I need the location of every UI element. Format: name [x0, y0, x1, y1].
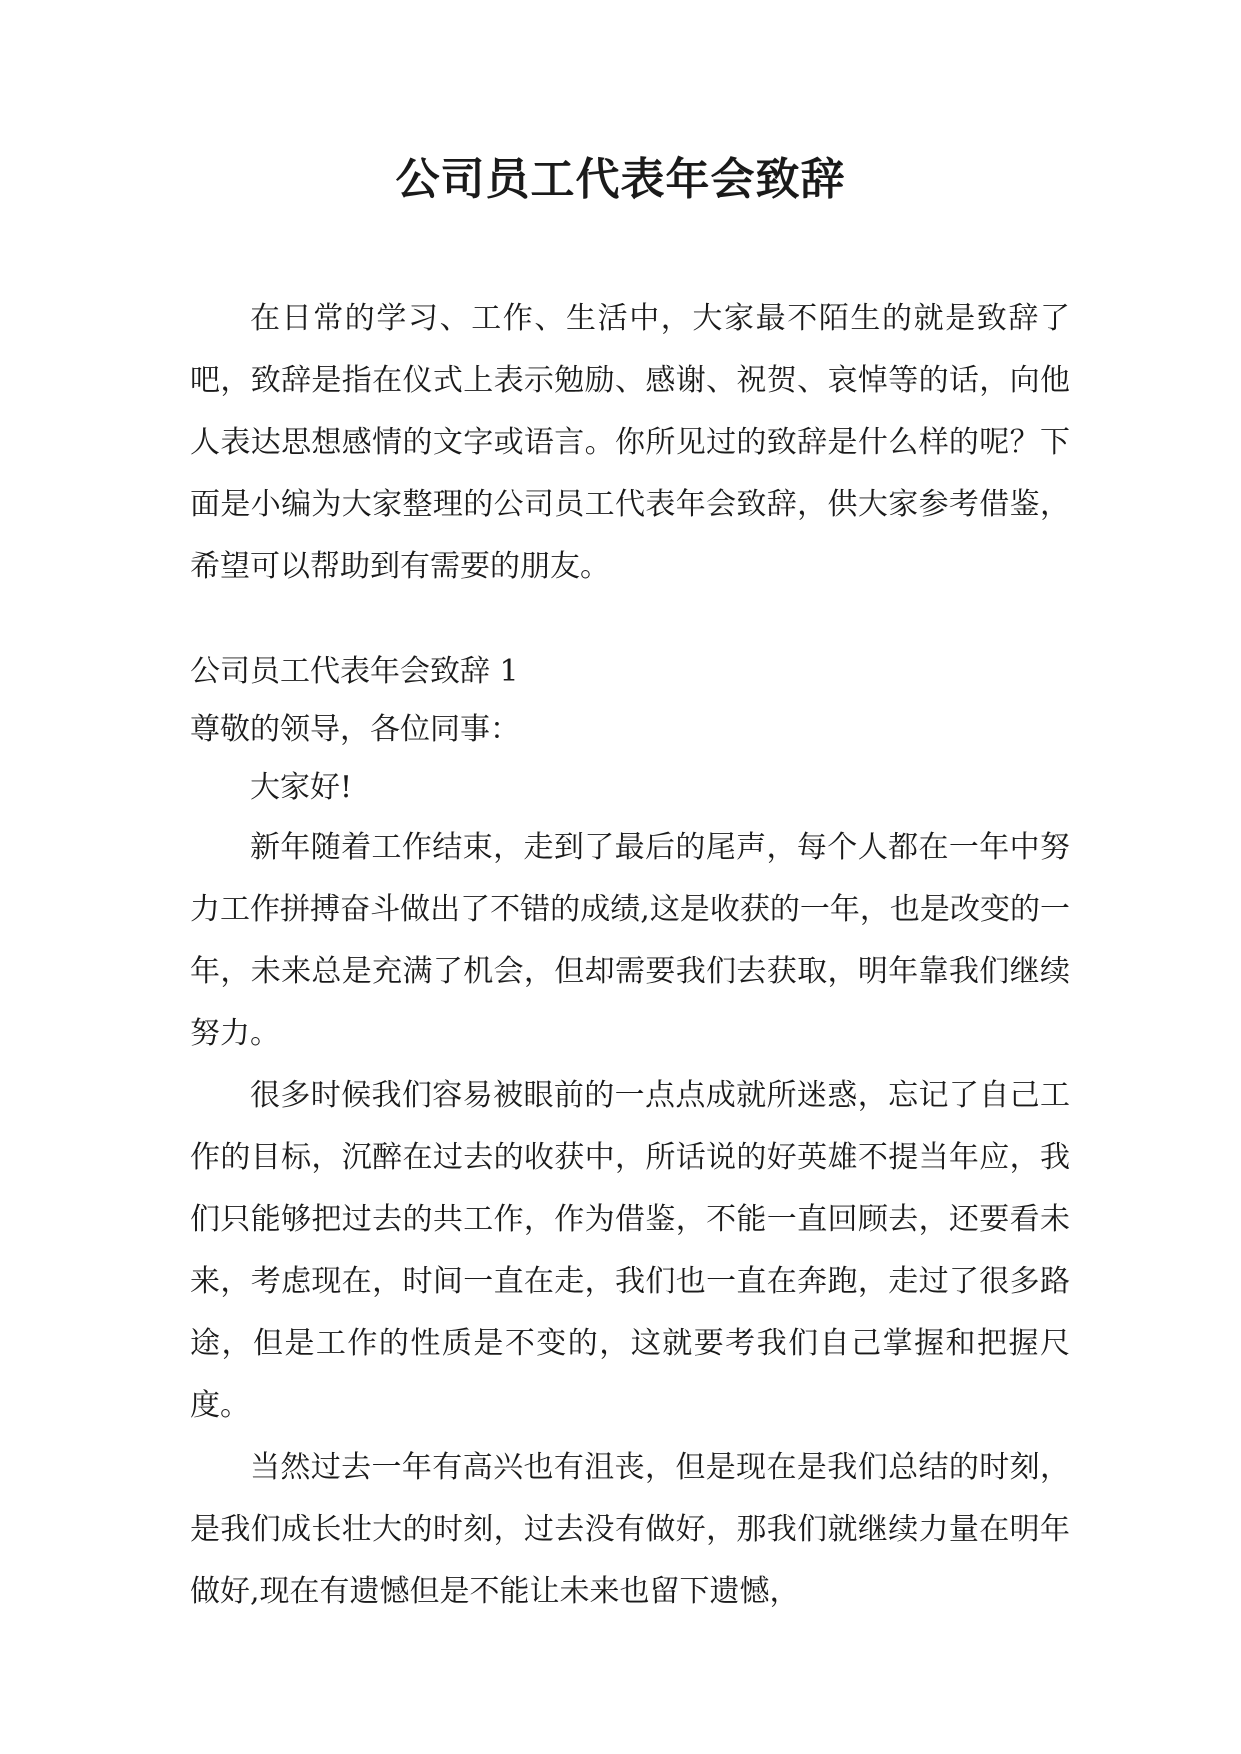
- section-heading: 公司员工代表年会致辞 1: [190, 654, 519, 689]
- greeting: 大家好!: [250, 770, 353, 805]
- salutation: 尊敬的领导，各位同事：: [190, 712, 520, 747]
- document-body: [190, 288, 1070, 1623]
- body-paragraph-2: 很多时候我们容易被眼前的一点点成就所迷惑，忘记了自己工作的目标，沉醉在过去的收获中，所话说的好英雄不提当年应，我们只能够把过去的共工作，作为借鉴，不能一直回顾去，还要看未来，考虑现在，时间一直在走，我们也一直在奔跑，走过了很多路途，但是工作的性质是不变的，这就要考我们自己掌握和把握尺度。: [190, 1078, 1070, 1423]
- intro-paragraph: 在日常的学习、工作、生活中，大家最不陌生的就是致辞了吧，致辞是指在仪式上表示勉励、感谢、祝贺、哀悼等的话，向他人表达思想感情的文字或语言。你所见过的致辞是什么样的呢？下面是小编为大家整理的公司员工代表年会致辞，供大家参考借鉴，希望可以帮助到有需要的朋友。: [190, 301, 1070, 584]
- document-title: 公司员工代表年会致辞: [395, 154, 846, 205]
- body-paragraph-1: 新年随着工作结束，走到了最后的尾声，每个人都在一年中努力工作拼搏奋斗做出了不错的成绩,这是收获的一年，也是改变的一年，未来总是充满了机会，但却需要我们去获取，明年靠我们继续努力。: [190, 830, 1070, 1051]
- body-paragraph-3: 当然过去一年有高兴也有沮丧，但是现在是我们总结的时刻，是我们成长壮大的时刻，过去没有做好，那我们就继续力量在明年做好,现在有遗憾但是不能让未来也留下遗憾，: [190, 1450, 1070, 1609]
